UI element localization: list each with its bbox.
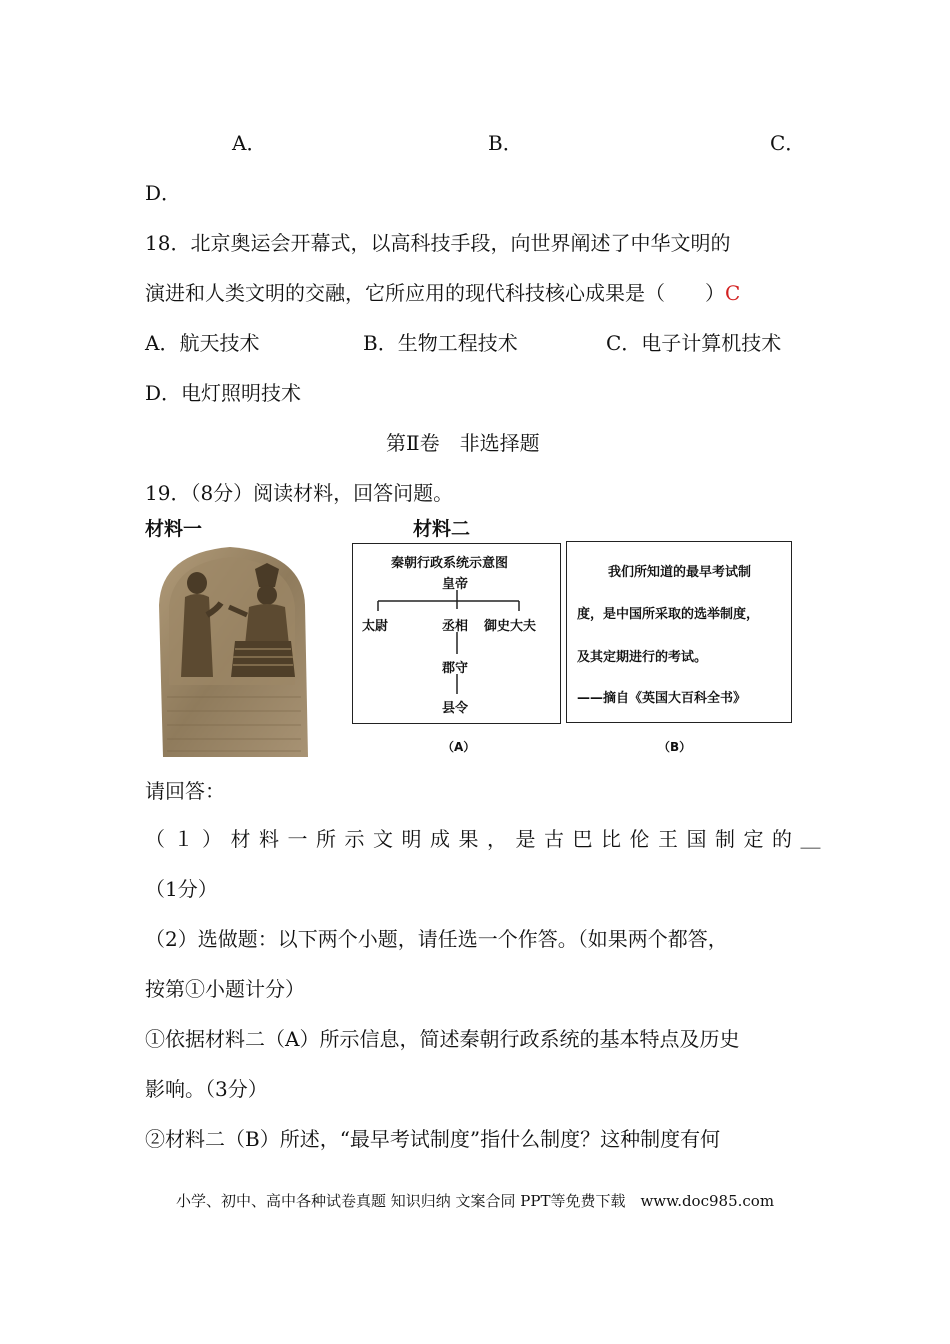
quote-line2: 度，是中国所采取的选举制度， bbox=[577, 607, 760, 622]
q19-sub2-line1: （2）选做题：以下两个小题，请任选一个作答。（如果两个都答， bbox=[145, 927, 728, 951]
q19-opt1-line2: 影响。（3分） bbox=[145, 1077, 268, 1101]
qin-admin-diagram bbox=[352, 543, 561, 724]
quote-line3: 及其定期进行的考试。 bbox=[577, 650, 708, 665]
q19-sub2-line2: 按第①小题计分） bbox=[145, 977, 305, 1001]
q19-opt1-line1: ①依据材料二（A）所示信息，简述秦朝行政系统的基本特点及历史 bbox=[145, 1027, 740, 1051]
q18-stem-text: 演进和人类文明的交融，它所应用的现代科技核心成果是（ ） bbox=[145, 281, 725, 305]
q18-stem-line1: 18．北京奥运会开幕式，以高科技手段，向世界阐述了中华文明的 bbox=[145, 231, 731, 255]
quote-source: ——摘自《英国大百科全书》 bbox=[577, 691, 747, 706]
q18-option-a: A．航天技术 bbox=[145, 331, 260, 355]
quote-line1: 我们所知道的最早考试制 bbox=[608, 565, 752, 580]
encyclopedia-quote bbox=[566, 541, 792, 723]
q18-answer: C bbox=[725, 281, 741, 305]
material2-label: 材料二 bbox=[413, 518, 471, 540]
q17-option-c: C． bbox=[770, 131, 806, 155]
section-title: 第Ⅱ卷 非选择题 bbox=[386, 431, 540, 455]
diagram-title: 秦朝行政系统示意图 bbox=[391, 556, 509, 571]
node-chengxiang: 丞相 bbox=[442, 619, 469, 634]
q18-stem-line2 bbox=[145, 281, 740, 305]
q19-sub1-line2: （1分） bbox=[145, 877, 218, 901]
page-footer: 小学、初中、高中各种试卷真题 知识归纳 文案合同 PPT等免费下载 www.doc985.com bbox=[175, 1192, 775, 1210]
material1-label: 材料一 bbox=[145, 518, 203, 540]
node-emperor: 皇帝 bbox=[442, 577, 469, 592]
q18-options-row bbox=[145, 331, 781, 355]
q19-stem: 19．（8分）阅读材料，回答问题。 bbox=[145, 481, 454, 505]
q17-option-a: A． bbox=[232, 131, 267, 155]
q18-option-d: D．电灯照明技术 bbox=[145, 381, 302, 405]
node-xianling: 县令 bbox=[442, 701, 469, 716]
q17-option-d: D． bbox=[145, 181, 182, 205]
node-junshou: 郡守 bbox=[442, 661, 469, 676]
caption-a: （A） bbox=[442, 740, 476, 754]
q18-option-b: B．生物工程技术 bbox=[363, 331, 518, 355]
node-yushi: 御史大夫 bbox=[484, 619, 537, 634]
node-taiwei: 太尉 bbox=[362, 619, 389, 634]
q18-option-c: C．电子计算机技术 bbox=[606, 331, 782, 355]
q19-sub1-line1: （１）材料一所示文明成果，是古巴比伦王国制定的＿ bbox=[145, 827, 829, 851]
q19-opt2-line1: ②材料二（B）所述，“最早考试制度”指什么制度？这种制度有何 bbox=[145, 1127, 721, 1151]
q19-prompt: 请回答： bbox=[145, 779, 225, 803]
q17-option-b: B． bbox=[488, 131, 523, 155]
hammurabi-stele-image bbox=[155, 545, 310, 757]
caption-b: （B） bbox=[658, 740, 692, 754]
